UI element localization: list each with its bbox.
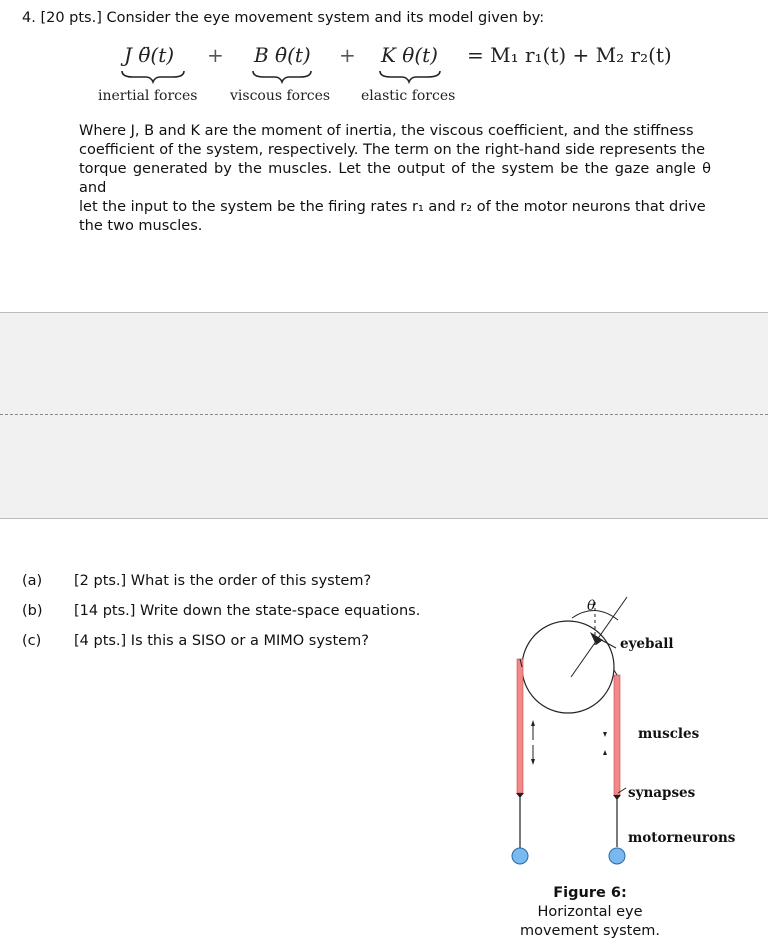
answer-band — [0, 312, 768, 519]
figure-caption — [510, 884, 670, 941]
eyeball-label: eyeball — [620, 636, 674, 652]
question-text: [2 pts.] What is the order of this system? — [74, 573, 372, 589]
theta-label: θ — [587, 598, 596, 614]
equation-rhs: = M₁ r₁(t) + M₂ r₂(t) — [467, 43, 672, 67]
right-arrowhead-down — [603, 732, 607, 737]
question-text: [14 pts.] Write down the state-space equations. — [74, 603, 421, 619]
caption-title: Figure 6: — [553, 885, 627, 901]
problem-number: 4. — [22, 10, 36, 26]
underbrace-viscous — [253, 71, 311, 82]
label-inertial-forces: inertial forces — [98, 88, 198, 104]
paragraph-line: the two muscles. — [79, 218, 203, 234]
underbraces — [0, 68, 768, 84]
description-paragraph — [79, 122, 711, 236]
label-elastic-forces: elastic forces — [361, 88, 456, 104]
underbrace-elastic — [380, 71, 440, 82]
question-a — [22, 573, 372, 589]
question-text: [4 pts.] Is this a SISO or a MIMO system? — [74, 633, 369, 649]
equation-term-viscous: B θ̇(t) — [254, 43, 311, 67]
question-label: (c) — [22, 633, 42, 649]
muscles-label: muscles — [638, 726, 700, 742]
problem-header — [22, 10, 544, 26]
caption-line: Horizontal eye — [537, 904, 643, 920]
gaze-line — [571, 597, 627, 677]
right-arrowhead-up — [603, 750, 607, 755]
left-arrowhead-down — [531, 759, 535, 765]
equation-plus-2: + — [339, 43, 356, 67]
right-motorneuron — [609, 848, 625, 864]
question-b — [22, 603, 421, 619]
problem-intro: Consider the eye movement system and its model given by: — [106, 10, 545, 26]
motorneurons-label: motorneurons — [628, 830, 736, 846]
paragraph-line: torque generated by the muscles. Let the output of the system be the gaze angle θ and — [79, 161, 711, 196]
label-viscous-forces: viscous forces — [230, 88, 331, 104]
underbrace-inertial — [122, 71, 184, 82]
right-tendon — [614, 670, 617, 675]
left-motorneuron — [512, 848, 528, 864]
caption-line: movement system. — [519, 923, 661, 939]
question-c — [22, 633, 369, 649]
problem-points: [20 pts.] — [40, 10, 102, 26]
equation-term-inertial: J θ̈(t) — [124, 43, 175, 67]
left-arrowhead-up — [531, 720, 535, 726]
paragraph-line: Where J, B and K are the moment of inertia, the viscous coefficient, and the stiffness — [79, 123, 694, 139]
dashed-divider — [0, 414, 768, 415]
synapses-label: synapses — [628, 785, 696, 801]
model-equation — [0, 40, 768, 110]
equation-term-elastic: K θ(t) — [381, 43, 438, 67]
equation-plus-1: + — [207, 43, 224, 67]
left-muscle — [517, 659, 523, 793]
question-label: (b) — [22, 603, 43, 619]
paragraph-line: coefficient of the system, respectively. The term on the right-hand side represents the — [79, 142, 706, 158]
right-muscle — [614, 675, 620, 795]
question-label: (a) — [22, 573, 43, 589]
paragraph-line: let the input to the system be the firing rates r₁ and r₂ of the motor neurons that drive — [79, 199, 706, 215]
